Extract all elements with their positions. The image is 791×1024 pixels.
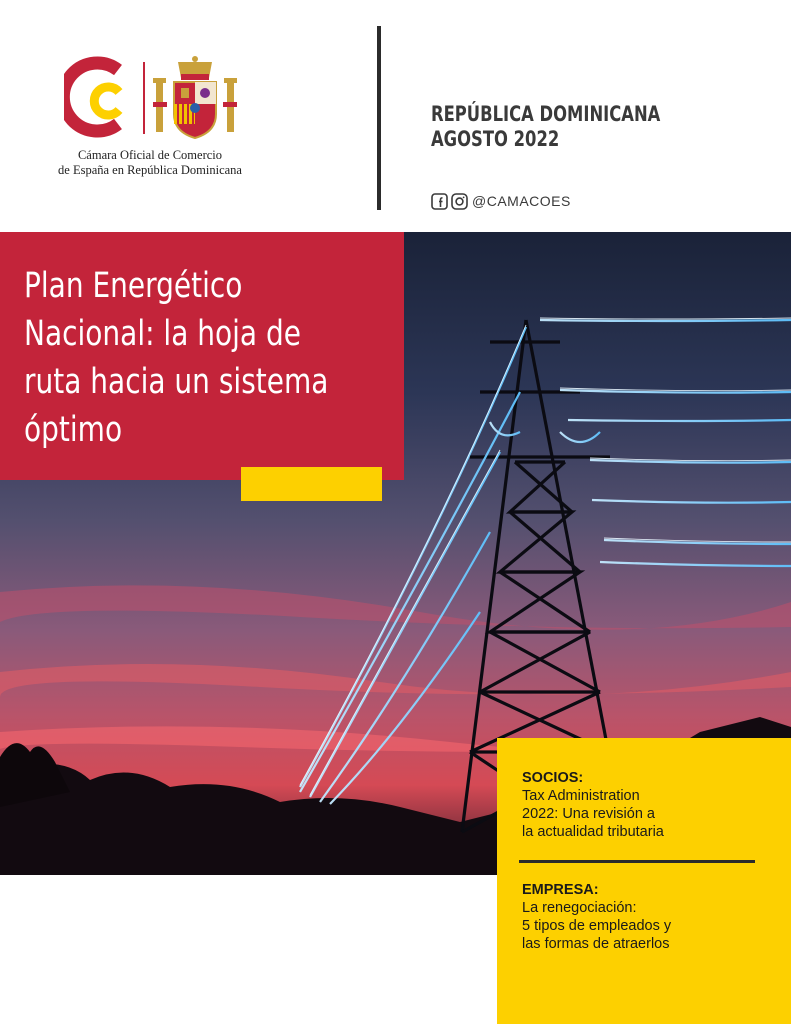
header-divider	[377, 26, 381, 210]
contents-item-line: Tax Administration	[522, 788, 640, 804]
contents-item-line: la actualidad tributaria	[522, 824, 664, 840]
organization-name-line-1: Cámara Oficial de Comercio	[77, 148, 223, 162]
contents-item-line: 2022: Una revisión a	[522, 806, 655, 822]
cover-title	[24, 262, 360, 454]
contents-divider	[519, 860, 755, 863]
cover-title-line-4: óptimo	[24, 410, 123, 450]
edition-info	[431, 102, 660, 152]
edition-date: AGOSTO 2022	[431, 127, 560, 151]
instagram-icon[interactable]	[451, 193, 468, 210]
accent-bar	[241, 467, 382, 501]
organization-name	[30, 148, 270, 178]
contents-item-socios[interactable]	[522, 769, 772, 841]
contents-item-label: SOCIOS:	[522, 770, 584, 786]
organization-name-line-2: de España en República Dominicana	[58, 163, 242, 177]
contents-item-line: La renegociación:	[522, 900, 637, 916]
cover-title-line-1: Plan Energético	[24, 266, 243, 306]
coat-of-arms-icon	[152, 52, 238, 142]
contents-item-empresa[interactable]	[522, 881, 772, 953]
social-handle[interactable]: @CAMACOES	[472, 193, 571, 209]
contents-box	[497, 738, 791, 1024]
cover-header	[0, 0, 791, 232]
social-links	[431, 190, 571, 212]
chamber-logo-icon	[64, 54, 132, 140]
edition-country: REPÚBLICA DOMINICANA	[431, 102, 661, 126]
contents-item-label: EMPRESA:	[522, 882, 599, 898]
cover-title-line-3: ruta hacia un sistema	[24, 362, 329, 402]
facebook-icon[interactable]	[431, 193, 448, 210]
contents-item-line: 5 tipos de empleados y	[522, 918, 672, 934]
logo-divider	[143, 62, 145, 134]
cover-title-box	[0, 232, 404, 480]
cover-title-line-2: Nacional: la hoja de	[24, 314, 301, 354]
contents-item-line: las formas de atraerlos	[522, 936, 670, 952]
